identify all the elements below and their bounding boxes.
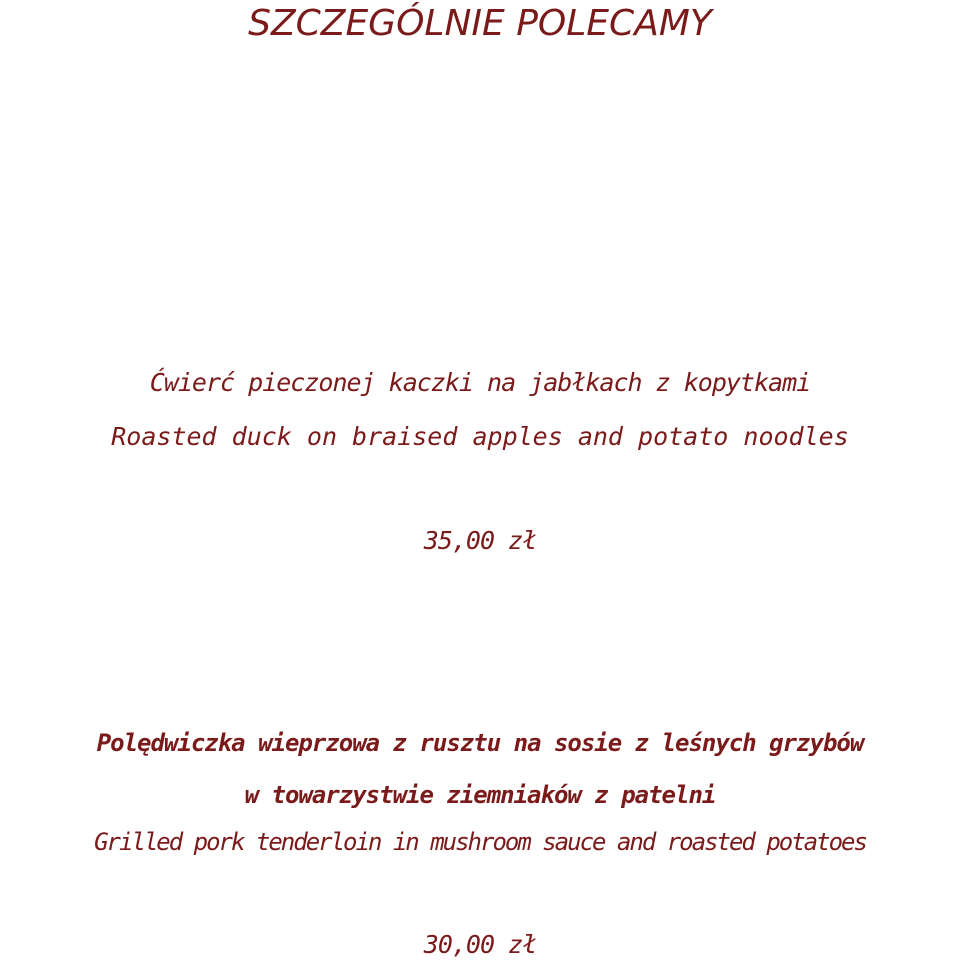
dish-name-pl: Polędwiczka wieprzowa z rusztu na sosie z leśnych grzybów [96,729,864,757]
dish-name-en: Roasted duck on braised apples and potato noodles [111,422,849,451]
page-title: SZCZEGÓLNIE POLECAMY [248,3,712,44]
dish-price: 30,00 zł [423,930,537,959]
dish-name-en: Grilled pork tenderloin in mushroom sauce and roasted potatoes [94,828,866,856]
dish-name-pl: Ćwierć pieczonej kaczki na jabłkach z kopytkami [149,368,811,397]
dish-name-pl-continued: w towarzystwie ziemniaków z patelni [244,781,716,809]
dish-price: 35,00 zł [423,526,537,555]
